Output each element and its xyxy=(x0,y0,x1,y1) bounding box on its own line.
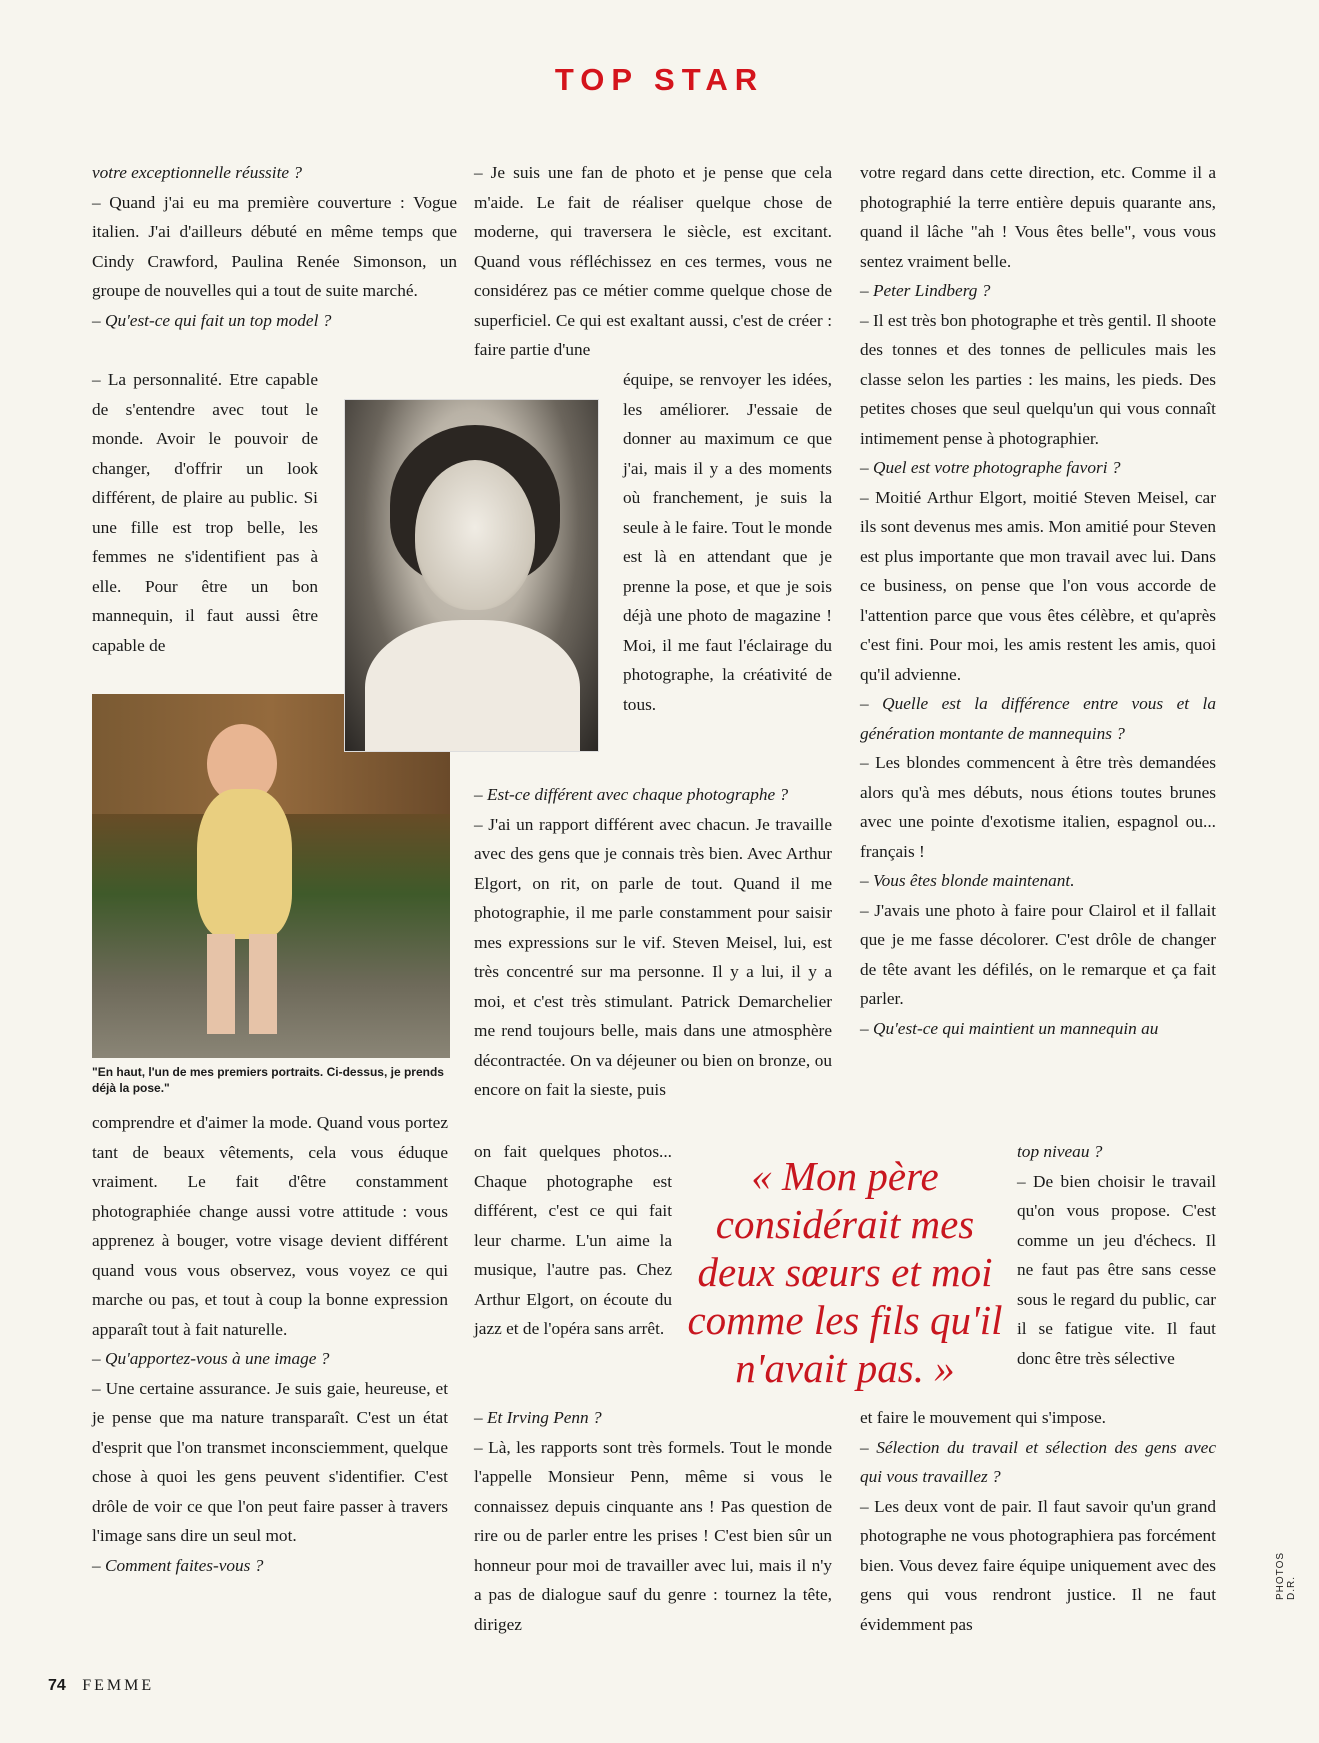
interview-question: – Et Irving Penn ? xyxy=(474,1408,602,1427)
paragraph: – Les deux vont de pair. Il faut savoir qu'un grand photographe ne vous photographiera pas forcément bien. Vous devez faire équipe uniquement avec des gens qui vous rendront justice. Il ne faut évidemment pas xyxy=(860,1496,1216,1634)
paragraph: équipe, se renvoyer les idées, les améliorer. J'essaie de donner au maximum ce que j'ai, mais il y a des moments où franchement, je suis la seule à le faire. Tout le monde est là en attendant que je prenne la pose, et que je sois déjà une photo de magazine ! Moi, il me faut l'éclairage du photographe, la créativité de tous. xyxy=(623,370,832,714)
section-title: TOP STAR xyxy=(554,62,765,97)
interview-question: – Quelle est la différence entre vous et la génération montante de mannequins ? xyxy=(860,694,1216,743)
paragraph: et faire le mouvement qui s'impose. xyxy=(860,1408,1106,1427)
pull-quote: « Mon père considérait mes deux sœurs et moi comme les fils qu'il n'avait pas. » xyxy=(687,1153,1003,1391)
column-3-bottom xyxy=(860,1403,1216,1639)
interview-question: – Est-ce différent avec chaque photographe ? xyxy=(474,785,789,804)
interview-question: – Qu'apportez-vous à une image ? xyxy=(92,1349,330,1368)
interview-question: – Qu'est-ce qui fait un top model ? xyxy=(92,310,332,330)
interview-question: – Peter Lindberg ? xyxy=(860,281,991,300)
page-number: 74 xyxy=(48,1677,66,1694)
page-footer xyxy=(48,1677,154,1695)
paragraph: – Une certaine assurance. Je suis gaie, heureuse, et je pense que ma nature transparaît. C'est un état d'esprit que l'on transmet inconsciemment, quelque chose à quoi les gens peuvent s'identifier. C'est drôle de voir ce que l'on peut faire passer à travers l'image sans dire un seul mot. xyxy=(92,1378,448,1545)
paragraph: – La personnalité. Etre capable de s'entendre avec tout le monde. Avoir le pouvoir de changer, d'offrir un look différent, de plaire au public. Si une fille est trop belle, les femmes ne s'identifient pas à elle. Pour être un bon mannequin, il faut aussi être capable de xyxy=(92,370,318,655)
magazine-name: FEMME xyxy=(82,1677,155,1694)
paragraph: votre regard dans cette direction, etc. Comme il a photographié la terre entière depuis quarante ans, quand il lâche "ah ! Vous êtes belle", vous vous sentez vraiment belle. xyxy=(860,163,1216,271)
interview-question: – Quel est votre photographe favori ? xyxy=(860,458,1121,477)
paragraph: – Je suis une fan de photo et je pense que cela m'aide. Le fait de réaliser quelque chose de moderne, qui traversera le siècle, est excitant. Quand vous réfléchissez en ces termes, vous ne considérez pas ce métier comme quelque chose de superficiel. Ce qui est exaltant aussi, c'est de créer : faire partie d'une xyxy=(474,163,832,359)
paragraph: on fait quelques photos... Chaque photographe est différent, c'est ce qui fait leur charme. L'un aime la musique, l'autre pas. Chez Arthur Elgort, on écoute du jazz et de l'opéra sans arrêt. xyxy=(474,1142,672,1338)
column-2-main xyxy=(474,780,832,1105)
interview-question: – Sélection du travail et sélection des gens avec qui vous travaillez ? xyxy=(860,1437,1216,1486)
paragraph: – Il est très bon photographe et très gentil. Il shoote des tonnes et des tonnes de pellicules mais les classe selon les parties : les mains, les pieds. Des petites choses que seul quelqu'un qui vous connaît intimement pense à photographier. xyxy=(860,310,1216,448)
photo-credit: PHOTOS D.R. xyxy=(1275,1551,1297,1600)
paragraph: – De bien choisir le travail qu'on vous propose. C'est comme un jeu d'échecs. Il ne faut pas être sans cesse sous le regard du public, car il se fatigue vite. Il faut donc être très sélective xyxy=(1017,1171,1216,1368)
column-1-narrow xyxy=(92,365,318,660)
column-1-top xyxy=(92,158,457,335)
bw-childhood-portrait xyxy=(344,399,599,752)
paragraph: – J'ai un rapport différent avec chacun. Je travaille avec des gens que je connais très bien. Avec Arthur Elgort, on rit, on parle de tout. Quand il me photographie, il me parle constamment pour saisir mes expressions sur le vif. Steven Meisel, lui, est très concentré sur ma personne. Il y a lui, il y a moi, et c'est très stimulant. Patrick Demarchelier me rend toujours belle, mais dans une atmosphère décontractée. On va déjeuner ou bien on bronze, ou encore on fait la sieste, puis xyxy=(474,814,832,1099)
column-2-side xyxy=(474,1137,672,1344)
interview-question: top niveau ? xyxy=(1017,1142,1103,1161)
paragraph: comprendre et d'aimer la mode. Quand vous portez tant de beaux vêtements, cela vous éduque vraiment. Le fait d'être constamment photographiée change aussi votre attitude : vous apprenez à bouger, votre visage devient différent quand vous vous observez, vous voyez ce qui marche ou pas, et tout à coup la bonne expression apparaît tout à fait naturelle. xyxy=(92,1113,448,1339)
column-1-bottom xyxy=(92,1108,448,1580)
paragraph: – J'avais une photo à faire pour Clairol et il fallait que je me fasse décolorer. C'est drôle de changer de tête avant les défilés, on le remarque et ça fait parler. xyxy=(860,900,1216,1008)
paragraph: – Quand j'ai eu ma première couverture : Vogue italien. J'ai d'ailleurs débuté en même temps que Cindy Crawford, Paulina Renée Simonson, un groupe de nouvelles qui a tout de suite marché. xyxy=(92,192,457,300)
column-3-top xyxy=(860,158,1216,1043)
interview-question: – Vous êtes blonde maintenant. xyxy=(860,871,1075,890)
interview-question: – Qu'est-ce qui maintient un mannequin au xyxy=(860,1018,1159,1038)
paragraph: – Moitié Arthur Elgort, moitié Steven Meisel, car ils sont devenus mes amis. Mon amitié pour Steven est plus importante que mon travail avec lui. Dans ce business, on pense que l'on vous accorde de l'attention parce que vous êtes célèbre, et qu'après c'est fini. Pour moi, les amis restent les amis, quoi qu'il advienne. xyxy=(860,487,1216,684)
interview-question: votre exceptionnelle réussite ? xyxy=(92,163,303,182)
column-2-narrow xyxy=(623,365,832,719)
paragraph: – Là, les rapports sont très formels. Tout le monde l'appelle Monsieur Penn, même si vous le connaissez depuis cinquante ans ! Pas question de rire ou de parler entre les prises ! C'est bien sûr un honneur pour moi de travailler avec lui, mais il n'y a pas de dialogue sauf du genre : tournez la tête, dirigez xyxy=(474,1437,832,1634)
column-2-top xyxy=(474,158,832,365)
column-3-side xyxy=(1017,1137,1216,1373)
paragraph: – Les blondes commencent à être très demandées alors qu'à mes débuts, nous étions toutes brunes avec une pointe d'exotisme italien, espagnol ou... français ! xyxy=(860,753,1216,861)
photo-caption: "En haut, l'un de mes premiers portraits. Ci-dessus, je prends déjà la pose." xyxy=(92,1065,444,1095)
column-2-bottom xyxy=(474,1403,832,1639)
interview-question: – Comment faites-vous ? xyxy=(92,1555,264,1575)
